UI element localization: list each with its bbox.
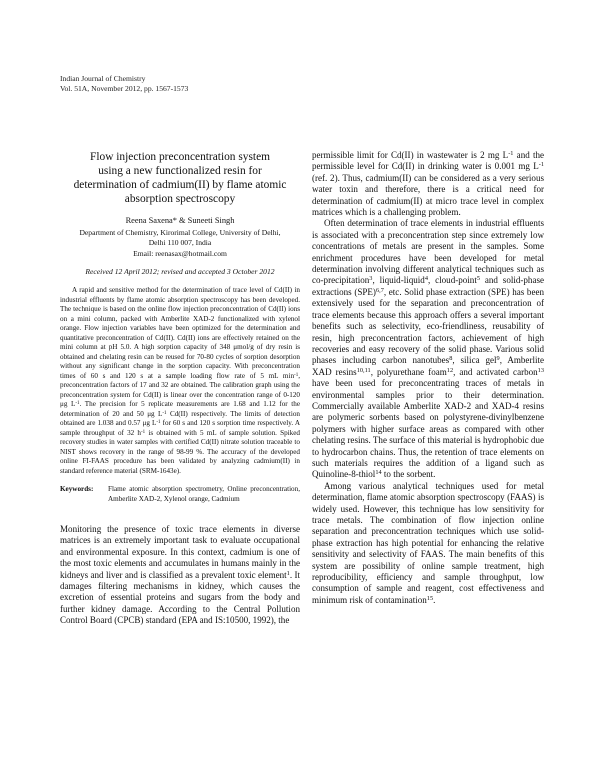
body-text: . It damages filtering mechanisms in kidney, which causes the excretion of essential proteins and sugars from the body and further kidney damage. According to the Central Pollution Control Board (CPCB) standard (EPA and IS:10500, 1992), the xyxy=(60,569,301,626)
abstract-sup: -1 xyxy=(156,419,161,425)
reference-mark: 14 xyxy=(375,469,382,477)
title-line: absorption spectroscopy xyxy=(124,193,236,205)
affiliation-line: Delhi 110 007, India xyxy=(148,238,212,247)
left-column xyxy=(60,150,300,627)
body-paragraph xyxy=(312,150,544,218)
journal-header xyxy=(60,74,188,94)
journal-name: Indian Journal of Chemistry xyxy=(60,74,146,83)
reference-mark: 4 xyxy=(424,275,428,283)
body-text: , silica gel xyxy=(452,355,497,366)
reference-mark: 12 xyxy=(446,366,454,374)
abstract-text: , preconcentration factors of 17 and 32 are obtained. The calibration graph using the preconcentration system for Cd(II) is linear over the concentration range of 0-120 μg L xyxy=(60,371,300,408)
body-text: (ref. 2). Thus, cadmium(II) can be considered as a very serious water toxin and therefore, there is a critical need for determination of cadmium(II) at micro trace level in complex matrices which is a challenging problem. xyxy=(312,172,544,218)
body-paragraph xyxy=(312,481,544,606)
author-email: Email: reenasax@hotmail.com xyxy=(133,249,227,258)
keywords-label: Keywords: xyxy=(60,485,94,493)
body-text: and the permissible level for Cd(II) in drinking water is 0.001 mg L xyxy=(312,150,544,172)
body-text: . xyxy=(433,594,436,605)
body-text: , etc. Solid phase extraction (SPE) has been extensively used for the separation and preconcentration of trace elements because this approach offers a several important benefits such as selectivity, eco-friendliness, reusability of resin, high preconcentration factors, achievement of high recoveries and easy recovery of the solid phase. Various solid phases including carbon nanotubes xyxy=(312,286,544,366)
reference-mark: 8 xyxy=(449,355,453,363)
right-column xyxy=(312,150,544,606)
keywords xyxy=(60,485,300,504)
body-text: , liquid-liquid xyxy=(372,275,425,286)
abstract xyxy=(60,286,300,476)
body-paragraph xyxy=(60,524,300,627)
journal-citation: Vol. 51A, November 2012, pp. 1567-1573 xyxy=(60,84,189,93)
abstract-sup: -1 xyxy=(294,372,299,378)
title-line: determination of cadmium(II) by flame atomic xyxy=(73,179,287,191)
title-line: Flow injection preconcentration system xyxy=(90,151,270,163)
title-line: using a new functionalized resin for xyxy=(98,165,262,177)
reference-mark: 13 xyxy=(537,366,544,374)
reference-mark: 9 xyxy=(496,355,500,363)
body-text: permissible limit for Cd(II) in wastewater is 2 mg L xyxy=(312,150,509,160)
abstract-text: for 60 s and 120 s sorption time respectively. A sample throughput of 32 h xyxy=(60,419,300,437)
received-dates: Received 12 April 2012; revised and accepted 3 October 2012 xyxy=(85,267,275,276)
body-text: , Amberlite XAD resins xyxy=(312,355,545,377)
body-paragraph xyxy=(312,218,544,480)
affiliation xyxy=(60,228,300,248)
body-text: Often determination of trace elements in industrial effluents is associated with a preconcentration step since extremely low concentrations of metals are present in the samples. Some enrichment procedures have been developed for metal determination involving different analytical techniques such as co-precipitation xyxy=(312,218,544,286)
reference-mark: 10,11 xyxy=(356,366,371,374)
abstract-text: is obtained with 5 mL of sample solution. Spiked recovery studies in water samples with certified Cd(II) nitrate solution traceable to NIST shows recovery in the range of 98-99 %. The accuracy of the developed online FI-FAAS procedure has been validated by analyzing cadmium(II) in standard reference material (SRM-1643e). xyxy=(60,428,300,475)
authors: Reena Saxena* & Suneeti Singh xyxy=(125,216,235,225)
body-text: Monitoring the presence of toxic trace elements in diverse matrices is an extremely important task to evaluate occupational and environmental exposure. In this context, cadmium is one of the most toxic elements and accumulates in humans mainly in the kidneys and liver and is classified as a prevalent toxic element xyxy=(60,524,300,580)
body-text: have been used for preconcentrating traces of metals in environmental samples prior to their determination. Commercially available Amberlite XAD-2 and XAD-4 resins are polymeric sorbents based on polystyrene-divinylbenzene polymers with higher surface areas as compared with other chelating resins. The surface of this material is hydrophobic due to hydrocarbon chains. Thus, the retention of trace elements on such materials requires the addition of a ligand such as Quinoline-8-thiol xyxy=(312,378,544,480)
affiliation-line: Department of Chemistry, Kirorimal College, University of Delhi, xyxy=(79,228,281,237)
intro-text-left xyxy=(60,524,300,627)
abstract-text: . The precision for 5 replicate measurements are 1.68 and 1.12 for the determination of 20 and 50 μg L xyxy=(60,400,300,418)
superscript: -1 xyxy=(538,161,544,169)
body-text: Among various analytical techniques used for metal determination, flame atomic absorption spectroscopy (FAAS) is widely used. However, this technique has low sensitivity for trace metals. The combination of flow injection online separation and preconcentration techniques which use solid-phase extraction has high potential for enhancing the relative sensitivity and selectivity of FAAS. The main benefits of this system are possibility of online sample treatment, high reproducibility, efficiency and sample throughput, low consumption of sample and reagent, cost effectiveness and minimum risk of contamination xyxy=(312,480,544,605)
reference-mark: 5 xyxy=(476,275,481,283)
article-title xyxy=(60,150,300,206)
abstract-text: Cd(II) respectively. The limits of detection obtained are 1.038 and 0.57 μg L xyxy=(60,409,301,427)
body-text: , polyurethane foam xyxy=(370,366,447,377)
body-text: , cloud-point xyxy=(428,275,477,286)
reference-mark: 6,7 xyxy=(375,287,384,295)
body-text: to the sorbent. xyxy=(381,469,436,480)
reference-mark: 3 xyxy=(369,275,373,283)
body-text: and solid-phase extractions (SPE) xyxy=(312,275,545,297)
keywords-text: Flame atomic absorption spectrometry, Online preconcentration, Amberlite XAD-2, Xylenol orange, Cadmium xyxy=(108,485,300,503)
abstract-sup: -1 xyxy=(162,410,167,416)
reference-mark: 15 xyxy=(426,595,434,602)
abstract-sup: -1 xyxy=(141,429,146,435)
abstract-sup: -1 xyxy=(75,400,80,406)
intro-text-right xyxy=(312,150,544,606)
reference-mark: 1 xyxy=(286,569,290,577)
body-text: , and activated carbon xyxy=(453,366,538,377)
superscript: -1 xyxy=(508,150,514,158)
abstract-text: A rapid and sensitive method for the determination of trace level of Cd(II) in industrial effluents by flame atomic absorption spectroscopy has been developed. The technique is based on the online flow injection preconcentration of Cd(II) ions on a mini column, packed with Amberlite XAD-2 functionalized with xylenol orange. Flow injection variables have been optimized for the determination and quantitative preconcentration of Cd(II). Cd(II) ions are effectively retained on the mini column at pH 5.0. A high sorption capacity of 348 μmol/g of dry resin is obtained and chelating resin can be reused for 70-80 cycles of sorption desorption without any significant change in the sorption capacity. With preconcentration times of 60 s and 120 s at a sample loading flow rate of 5 mL min xyxy=(60,286,300,380)
